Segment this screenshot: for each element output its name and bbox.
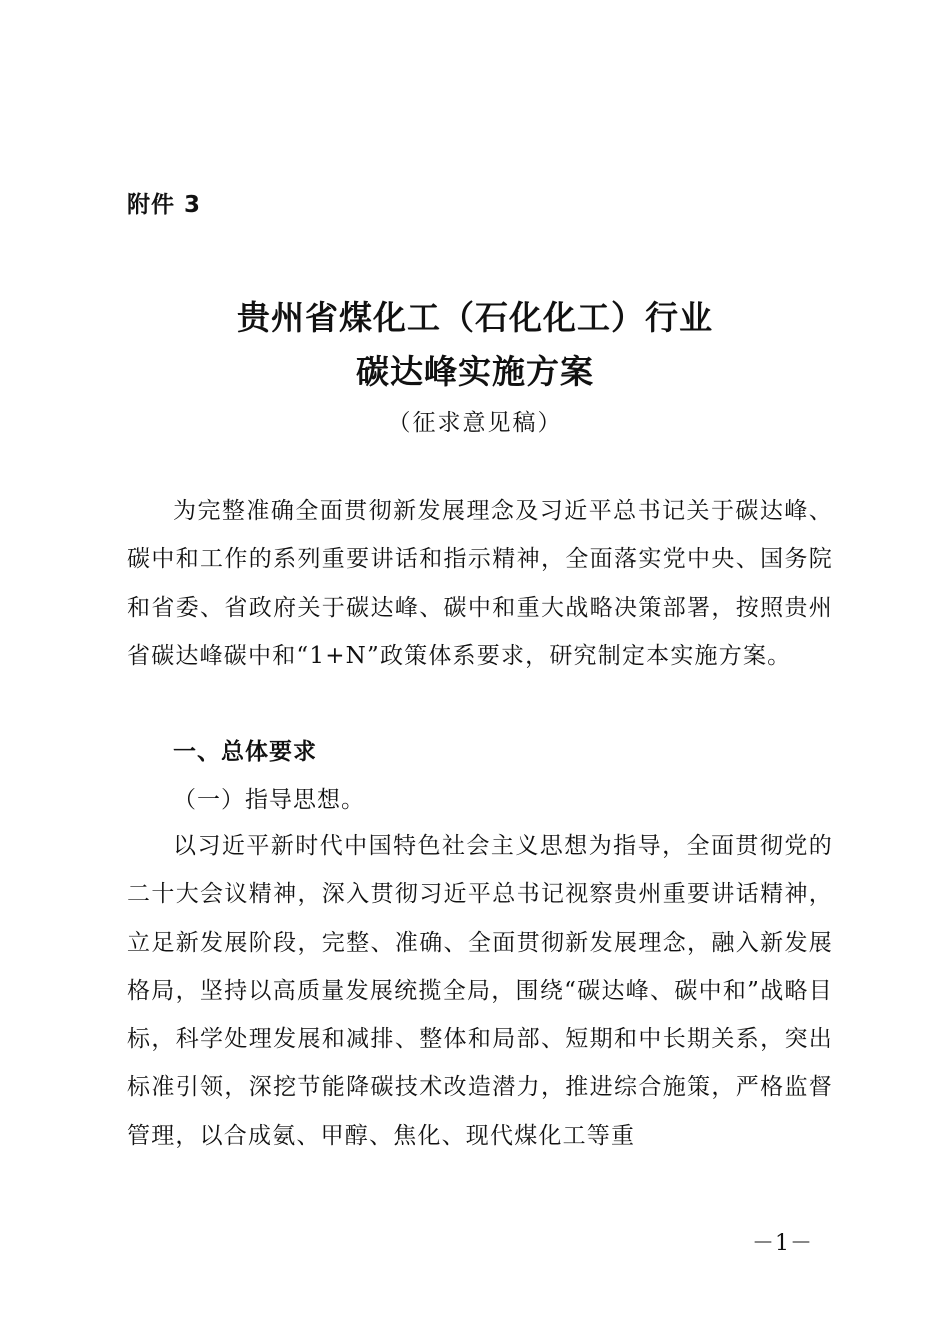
document-title-line-2: 碳达峰实施方案 — [356, 352, 594, 391]
page-number: －1－ — [752, 1231, 813, 1256]
intro-paragraph: 为完整准确全面贯彻新发展理念及习近平总书记关于碳达峰、碳中和工作的系列重要讲话和指示精神，全面落实党中央、国务院和省委、省政府关于碳达峰、碳中和重大战略决策部署，按照贵州省碳达峰碳中和“1+N”政策体系要求，研究制定本实施方案。 — [127, 498, 833, 669]
section-heading: 一、总体要求 — [173, 739, 317, 765]
attachment-label: 附件 3 — [127, 192, 202, 218]
subsection-heading: （一）指导思想。 — [173, 787, 365, 813]
document-title-line-1: 贵州省煤化工（石化化工）行业 — [237, 298, 713, 337]
guiding-paragraph: 以习近平新时代中国特色社会主义思想为指导，全面贯彻党的二十大会议精神，深入贯彻习近平总书记视察贵州重要讲话精神，立足新发展阶段，完整、准确、全面贯彻新发展理念，融入新发展格局，坚持以高质量发展统揽全局，围绕“碳达峰、碳中和”战略目标，科学处理发展和减排、整体和局部、短期和中长期关系，突出标准引领，深挖节能降碳技术改造潜力，推进综合施策，严格监督管理，以合成氨、甲醇、焦化、现代煤化工等重 — [127, 833, 833, 1149]
document-subtitle: （征求意见稿） — [387, 410, 563, 436]
